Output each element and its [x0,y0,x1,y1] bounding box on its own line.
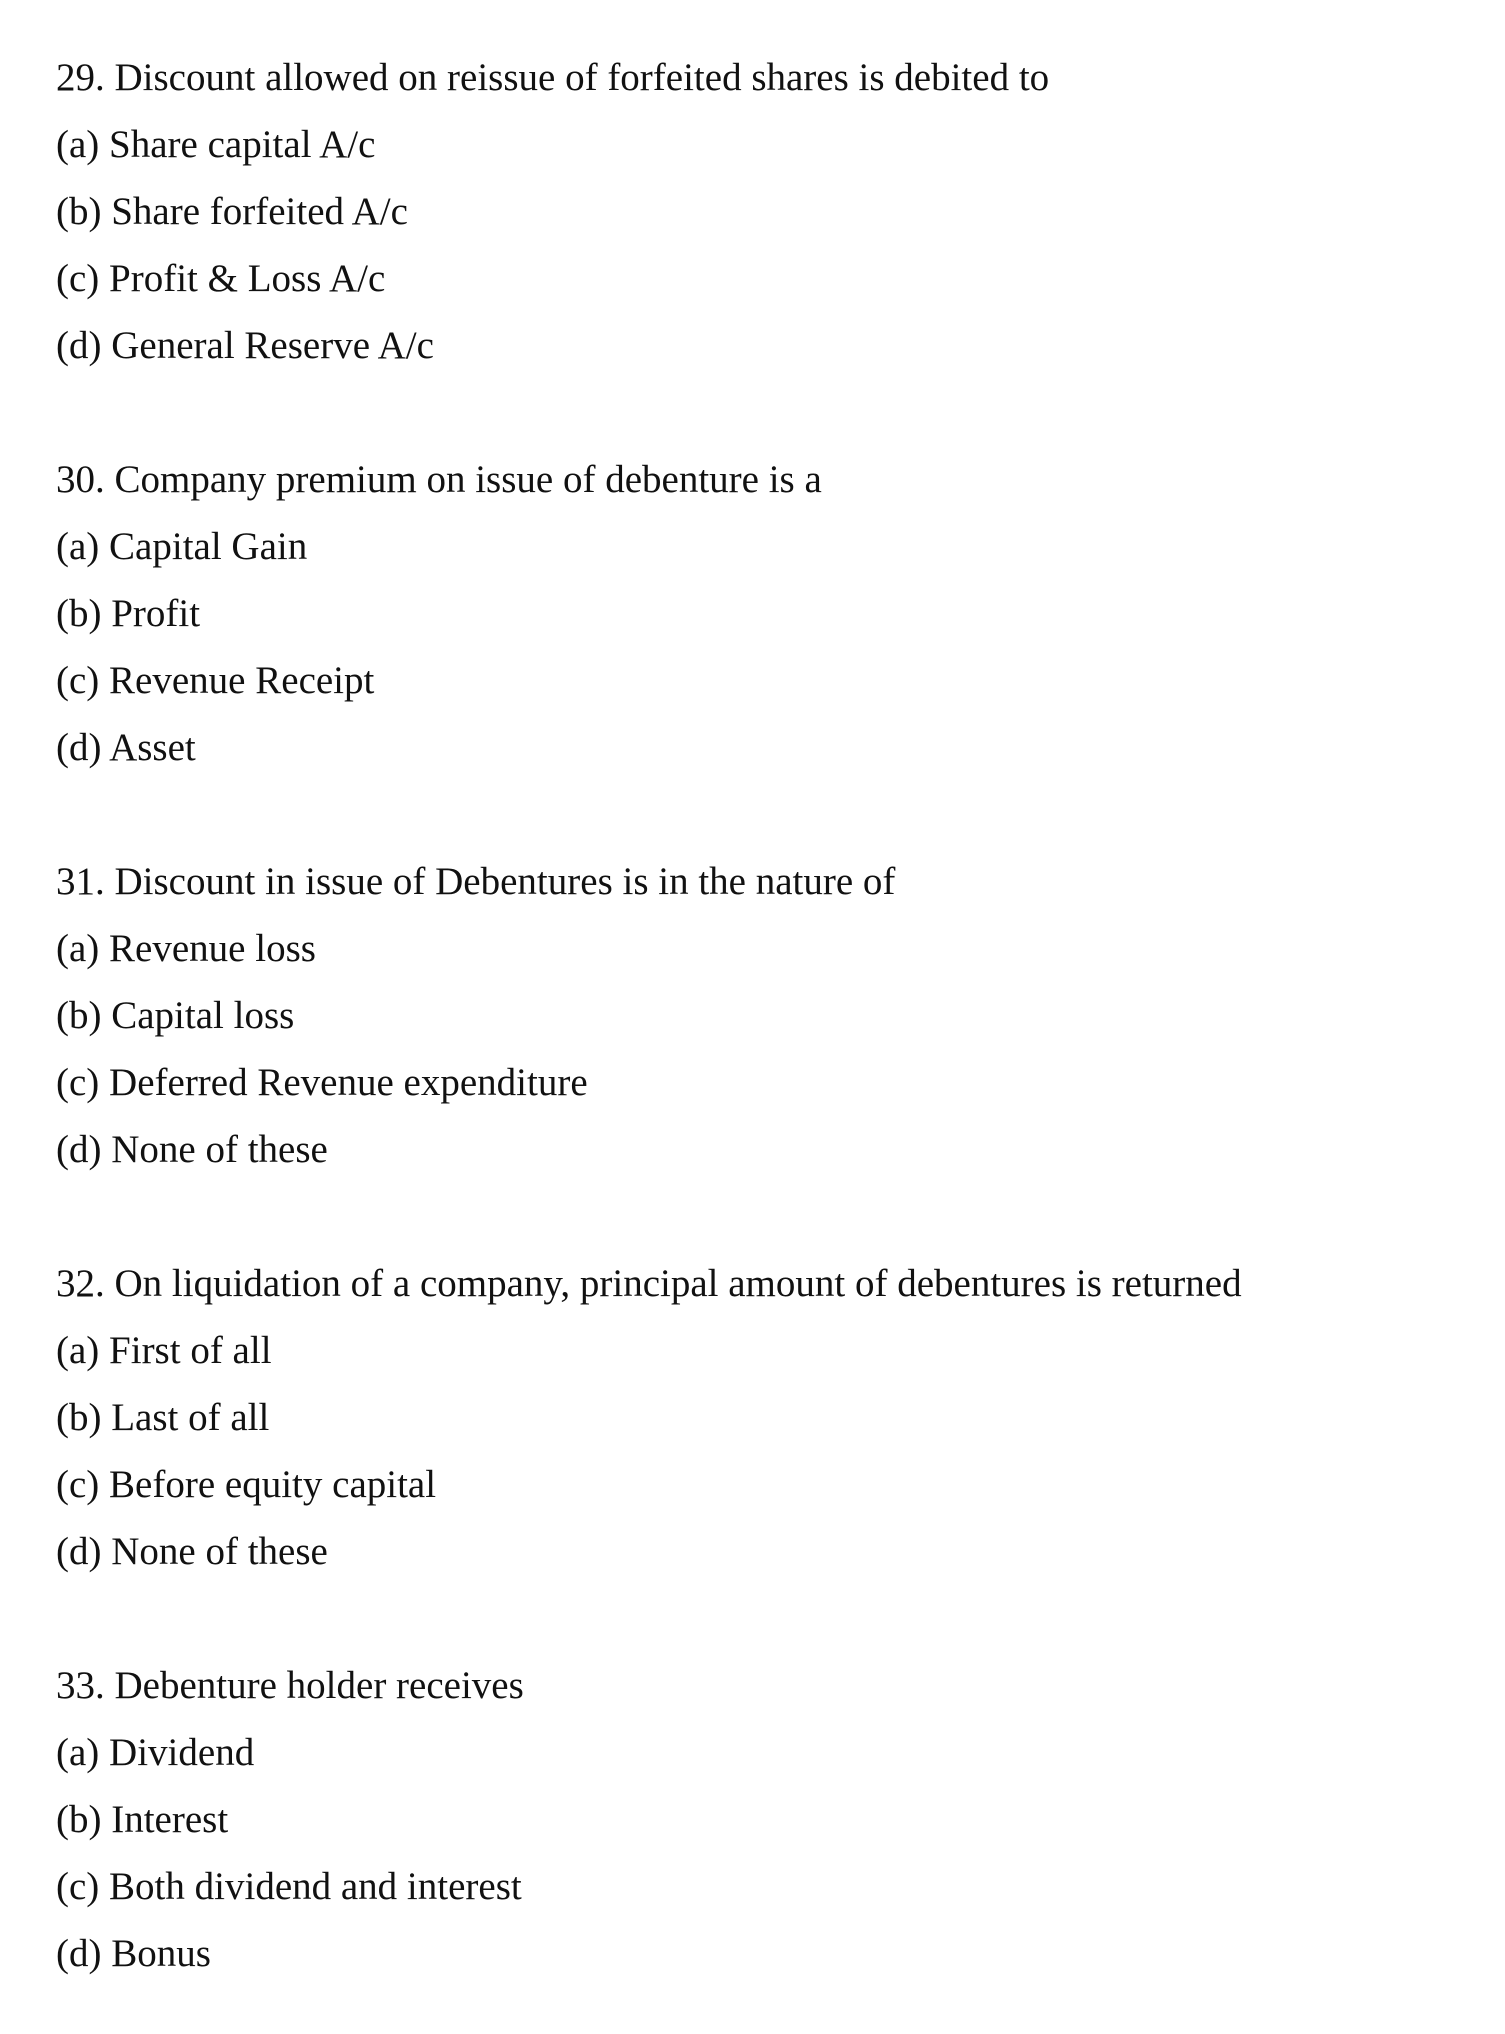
question-text: Debenture holder receives [114,1664,524,1707]
option-b [56,982,1505,1049]
option-d [56,714,1505,781]
option-text: Before equity capital [109,1463,437,1506]
option-d [56,1116,1505,1183]
option-letter: (d) [56,726,102,769]
question-stem [56,1250,1505,1317]
option-c [56,1049,1505,1116]
option-letter: (d) [56,1932,102,1975]
option-c [56,1853,1505,1920]
option-text: Last of all [111,1396,270,1439]
option-letter: (a) [56,1329,100,1372]
question-stem [56,44,1505,111]
option-b [56,178,1505,245]
option-b [56,580,1505,647]
option-letter: (d) [56,1530,102,1573]
question-stem [56,1652,1505,1719]
option-c [56,245,1505,312]
option-a [56,1719,1505,1786]
option-letter: (a) [56,123,100,166]
option-text: Both dividend and interest [109,1865,522,1908]
option-text: Deferred Revenue expenditure [109,1061,588,1104]
option-letter: (b) [56,1396,102,1439]
question-number: 33. [56,1664,105,1707]
option-d [56,1920,1505,1987]
option-c [56,1451,1505,1518]
question-number: 32. [56,1262,105,1305]
option-letter: (c) [56,1463,100,1506]
option-text: Bonus [111,1932,211,1975]
option-letter: (a) [56,1731,100,1774]
option-text: Capital Gain [109,525,308,568]
option-text: Revenue loss [109,927,316,970]
option-a [56,111,1505,178]
option-text: Share forfeited A/c [111,190,408,233]
option-text: Profit & Loss A/c [109,257,386,300]
option-letter: (c) [56,1865,100,1908]
option-text: General Reserve A/c [111,324,434,367]
option-text: Asset [109,726,196,769]
option-text: First of all [109,1329,272,1372]
question-number: 31. [56,860,105,903]
question-stem [56,848,1505,915]
option-text: None of these [111,1530,328,1573]
option-letter: (b) [56,994,102,1037]
option-text: Revenue Receipt [109,659,375,702]
question-text: Company premium on issue of debenture is a [114,458,822,501]
question-31 [56,848,1505,1183]
question-30 [56,446,1505,781]
question-number: 30. [56,458,105,501]
option-letter: (b) [56,1798,102,1841]
option-text: Interest [111,1798,229,1841]
question-33 [56,1652,1505,1987]
option-letter: (b) [56,592,102,635]
question-text: Discount allowed on reissue of forfeited shares is debited to [114,56,1050,99]
option-letter: (c) [56,659,100,702]
option-text: None of these [111,1128,328,1171]
option-text: Dividend [109,1731,255,1774]
option-letter: (a) [56,525,100,568]
option-a [56,915,1505,982]
question-number: 29. [56,56,105,99]
option-text: Capital loss [111,994,295,1037]
option-text: Profit [111,592,201,635]
question-stem [56,446,1505,513]
option-d [56,312,1505,379]
question-29 [56,44,1505,379]
option-a [56,513,1505,580]
option-b [56,1786,1505,1853]
option-text: Share capital A/c [109,123,376,166]
question-32 [56,1250,1505,1585]
option-letter: (d) [56,324,102,367]
option-letter: (c) [56,257,100,300]
option-a [56,1317,1505,1384]
option-letter: (c) [56,1061,100,1104]
option-c [56,647,1505,714]
question-text: Discount in issue of Debentures is in the nature of [114,860,896,903]
question-text: On liquidation of a company, principal amount of debentures is returned [114,1262,1242,1305]
option-b [56,1384,1505,1451]
option-d [56,1518,1505,1585]
option-letter: (a) [56,927,100,970]
option-letter: (b) [56,190,102,233]
option-letter: (d) [56,1128,102,1171]
